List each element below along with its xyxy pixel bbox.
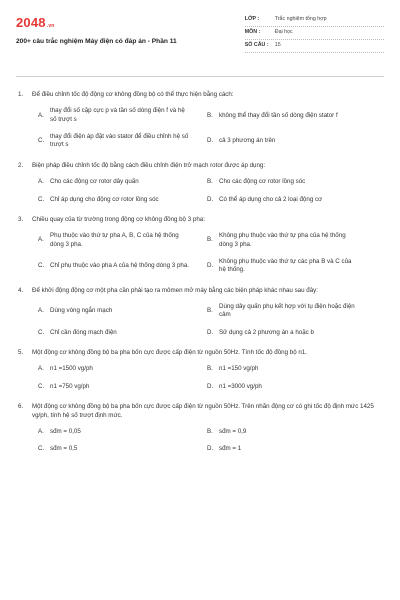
option-label: D. xyxy=(207,382,214,390)
meta-key: LỚP : xyxy=(244,16,260,23)
option-text: n1 =150 vg/ph xyxy=(219,365,259,373)
option-text: Chỉ phụ thuộc vào pha A của hệ thống dòng 3 pha. xyxy=(50,262,189,270)
answer-option[interactable] xyxy=(38,196,207,204)
answer-option[interactable] xyxy=(38,133,207,150)
option-label: D. xyxy=(207,137,214,145)
option-text: n1 =750 vg/ph xyxy=(50,382,90,390)
site-logo[interactable] xyxy=(16,16,245,29)
answer-option[interactable] xyxy=(38,428,207,436)
question-number: 1. xyxy=(18,91,24,98)
option-text: Cho các động cơ rotor lồng sóc xyxy=(219,178,306,186)
option-label: C. xyxy=(38,445,45,453)
question-text: Để điều chỉnh tốc độ động cơ không đồng bộ có thể thực hiện bằng cách: xyxy=(32,91,234,98)
option-label: B. xyxy=(207,365,213,373)
option-label: C. xyxy=(38,262,45,270)
answer-option[interactable] xyxy=(38,178,207,186)
answer-option[interactable] xyxy=(207,445,376,453)
question-item xyxy=(16,403,384,453)
option-text: Phụ thuộc vào thứ tự pha A, B, C của hệ thống dòng 3 pha. xyxy=(50,232,179,248)
option-text: Sử dụng cả 2 phương án a hoặc b xyxy=(219,328,314,336)
document-title: 200+ câu trắc nghiệm Máy điện có đáp án - Phần 11 xyxy=(16,38,177,45)
meta-value: Đại học xyxy=(274,29,293,36)
answer-options xyxy=(16,428,384,454)
question-number: 4. xyxy=(18,286,24,294)
logo-tld: .vn xyxy=(46,23,55,29)
question-item xyxy=(16,216,384,275)
question-number: 5. xyxy=(18,349,24,357)
answer-option[interactable] xyxy=(207,365,376,373)
answer-option[interactable] xyxy=(207,329,376,337)
answer-option[interactable] xyxy=(38,258,207,275)
question-number: 3. xyxy=(18,215,24,223)
option-label: D. xyxy=(207,262,214,270)
answer-options xyxy=(16,232,384,274)
meta-row-class xyxy=(245,14,384,27)
question-line xyxy=(16,216,384,224)
option-label: B. xyxy=(207,307,213,315)
answer-option[interactable] xyxy=(207,258,376,275)
answer-option[interactable] xyxy=(38,107,207,124)
meta-value: Trắc nghiệm tổng hợp xyxy=(274,16,327,23)
option-label: D. xyxy=(207,445,214,453)
question-item xyxy=(16,287,384,337)
meta-row-count xyxy=(245,40,384,53)
meta-key: SỐ CÂU : xyxy=(244,42,269,49)
option-label: A. xyxy=(38,365,44,373)
option-text: Chỉ áp dụng cho động cơ rotor lồng sóc xyxy=(50,195,159,203)
answer-options xyxy=(16,303,384,337)
header-left xyxy=(16,14,245,70)
question-line xyxy=(16,162,384,170)
option-text: Có thể áp dụng cho cả 2 loại động cơ xyxy=(219,195,323,203)
option-text: không thể thay đổi tần số dòng điện stator f xyxy=(219,111,338,119)
option-text: sđm = 1 xyxy=(219,445,242,453)
option-label: B. xyxy=(207,427,213,435)
option-text: sđm = 0,5 xyxy=(50,445,78,453)
question-text: Chiều quay của từ trường trong động cơ không đồng bộ 3 pha: xyxy=(32,215,205,223)
question-number: 6. xyxy=(18,403,24,411)
option-text: Không phụ thuộc vào thứ tự pha của hệ thống dòng 3 pha. xyxy=(219,232,346,248)
question-list xyxy=(16,91,384,454)
option-text: Không phụ thuộc vào thứ tự các pha B và C của hệ thống. xyxy=(219,257,352,274)
option-label: D. xyxy=(207,328,214,336)
meta-key: MÔN : xyxy=(244,29,261,36)
option-label: A. xyxy=(38,307,44,315)
option-text: Chỉ cần đóng mạch điện xyxy=(50,328,117,336)
question-line xyxy=(16,287,384,295)
option-label: A. xyxy=(38,236,44,244)
option-label: B. xyxy=(207,111,213,119)
meta-panel xyxy=(245,14,384,70)
option-text: cả 3 phương án trên xyxy=(219,137,276,145)
option-label: B. xyxy=(207,178,213,186)
logo-text: 2048 xyxy=(16,15,46,30)
question-item xyxy=(16,91,384,150)
answer-options xyxy=(16,365,384,391)
answer-option[interactable] xyxy=(38,383,207,391)
answer-option[interactable] xyxy=(207,133,376,150)
option-label: C. xyxy=(38,382,45,390)
option-label: A. xyxy=(38,427,44,435)
answer-option[interactable] xyxy=(207,303,376,320)
option-label: C. xyxy=(38,328,45,336)
option-text: n1 =1500 vg/ph xyxy=(50,365,93,373)
answer-option[interactable] xyxy=(38,365,207,373)
meta-value: 15 xyxy=(274,42,281,49)
answer-options xyxy=(16,178,384,204)
option-text: Dùng dây quấn phụ kết hợp với tụ điện hoặc điện cảm xyxy=(219,303,355,319)
answer-option[interactable] xyxy=(207,383,376,391)
option-label: B. xyxy=(207,236,213,244)
option-label: A. xyxy=(38,111,44,119)
document-header xyxy=(16,14,384,70)
answer-option[interactable] xyxy=(38,303,207,320)
option-label: C. xyxy=(38,195,45,203)
option-text: Dùng vòng ngắn mạch xyxy=(50,307,113,315)
option-text: Cho các động cơ rotor dây quấn xyxy=(50,178,139,186)
question-text: Một động cơ không đồng bộ ba pha bốn cực được cấp điện từ nguồn 50Hz. Tính tốc độ đồng bộ n1. xyxy=(32,349,307,357)
option-label: D. xyxy=(207,195,214,203)
answer-option[interactable] xyxy=(207,178,376,186)
option-text: n1 =3000 vg/ph xyxy=(219,382,262,390)
answer-option[interactable] xyxy=(38,445,207,453)
option-text: sđm = 0,05 xyxy=(50,427,81,435)
option-text: thay đổi số cặp cực p và tần số dòng điện f và hệ số trượt s xyxy=(50,107,185,123)
answer-option[interactable] xyxy=(38,232,207,249)
answer-options xyxy=(16,107,384,149)
question-line xyxy=(16,91,384,99)
answer-option[interactable] xyxy=(207,428,376,436)
header-divider xyxy=(16,76,384,77)
question-text: Để khởi động động cơ một pha cần phải tạo ra mômen mở máy bằng các biện pháp khác nhau sau đây: xyxy=(32,286,318,294)
answer-option[interactable] xyxy=(207,107,376,124)
question-text: Một động cơ không đồng bộ ba pha bốn cực được cấp điện từ nguồn 50Hz. Trên nhãn động cơ có ghi tốc độ định mức 1425 vg/ph, tính hệ số trượt định mức. xyxy=(32,403,374,419)
answer-option[interactable] xyxy=(207,196,376,204)
answer-option[interactable] xyxy=(207,232,376,249)
question-item xyxy=(16,162,384,204)
option-text: sđm = 0,9 xyxy=(219,427,247,435)
question-item xyxy=(16,349,384,391)
option-text: thay đổi điện áp đặt vào stator để điều chỉnh hệ số trượt s xyxy=(50,133,189,149)
question-number: 2. xyxy=(18,161,24,169)
option-label: C. xyxy=(38,137,45,145)
option-label: A. xyxy=(38,178,44,186)
meta-row-subject xyxy=(245,27,384,40)
answer-option[interactable] xyxy=(38,329,207,337)
question-text: Biện pháp điều chỉnh tốc độ bằng cách điều chỉnh điện trở mạch rotor được áp dụng: xyxy=(32,161,266,169)
question-line xyxy=(16,349,384,357)
question-line xyxy=(16,403,384,420)
